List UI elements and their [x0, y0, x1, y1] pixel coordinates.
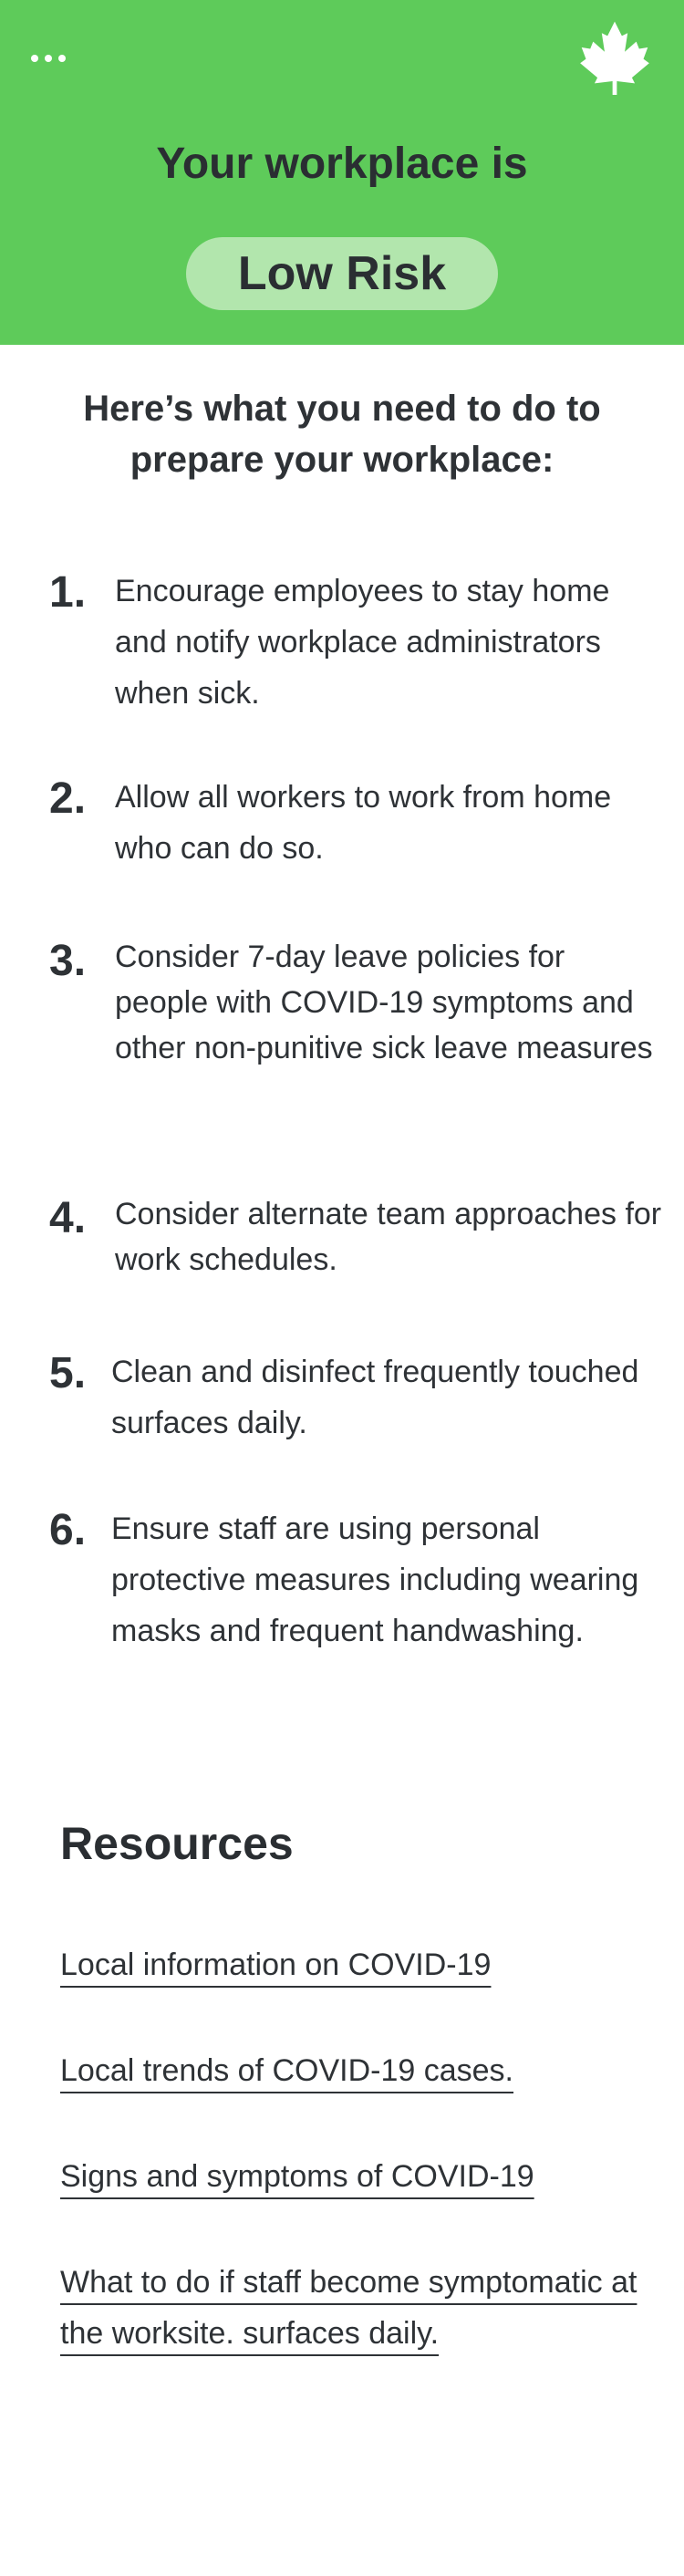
more-dots-icon[interactable]: [31, 47, 77, 69]
step-text: Encourage employees to stay home and notify workplace administrators when sick.: [115, 574, 610, 711]
step-number: 1.: [49, 568, 87, 617]
step-text: Clean and disinfect frequently touched surfaces daily.: [111, 1355, 639, 1440]
step-number: 2.: [49, 774, 87, 823]
intro-heading: Here’s what you need to do to prepare your workplace:: [83, 389, 601, 480]
resource-link-label[interactable]: Signs and symptoms of COVID-19: [60, 2159, 534, 2194]
step-text: Consider 7-day leave policies for people with COVID-19 symptoms and other non-punitive sick leave measures: [115, 940, 653, 1065]
step-number: 6.: [49, 1506, 87, 1554]
step-text: Consider alternate team approaches for work schedules.: [115, 1197, 662, 1277]
resources-title: Resources: [60, 1818, 294, 1869]
step-text: Allow all workers to work from home who can do so.: [115, 780, 612, 866]
header-title: Your workplace is: [156, 140, 528, 188]
risk-header: [0, 0, 684, 345]
resource-link-local-trends[interactable]: [60, 2045, 644, 2096]
step-number: 4.: [49, 1194, 87, 1242]
resource-link-symptomatic-staff[interactable]: [60, 2257, 644, 2359]
resource-link-local-information[interactable]: [60, 1939, 644, 1990]
resource-link-label[interactable]: What to do if staff become symptomatic at the worksite. surfaces daily.: [60, 2265, 637, 2351]
resource-link-signs-symptoms[interactable]: [60, 2151, 644, 2202]
step-number: 5.: [49, 1349, 87, 1397]
resource-link-label[interactable]: Local information on COVID-19: [60, 1948, 492, 1982]
resource-link-label[interactable]: Local trends of COVID-19 cases.: [60, 2053, 514, 2088]
step-number: 3.: [49, 937, 87, 985]
maple-leaf-icon: [578, 20, 651, 95]
risk-level-badge: Low Risk: [186, 237, 498, 310]
step-text: Ensure staff are using personal protective measures including wearing masks and frequent handwashing.: [111, 1511, 639, 1648]
